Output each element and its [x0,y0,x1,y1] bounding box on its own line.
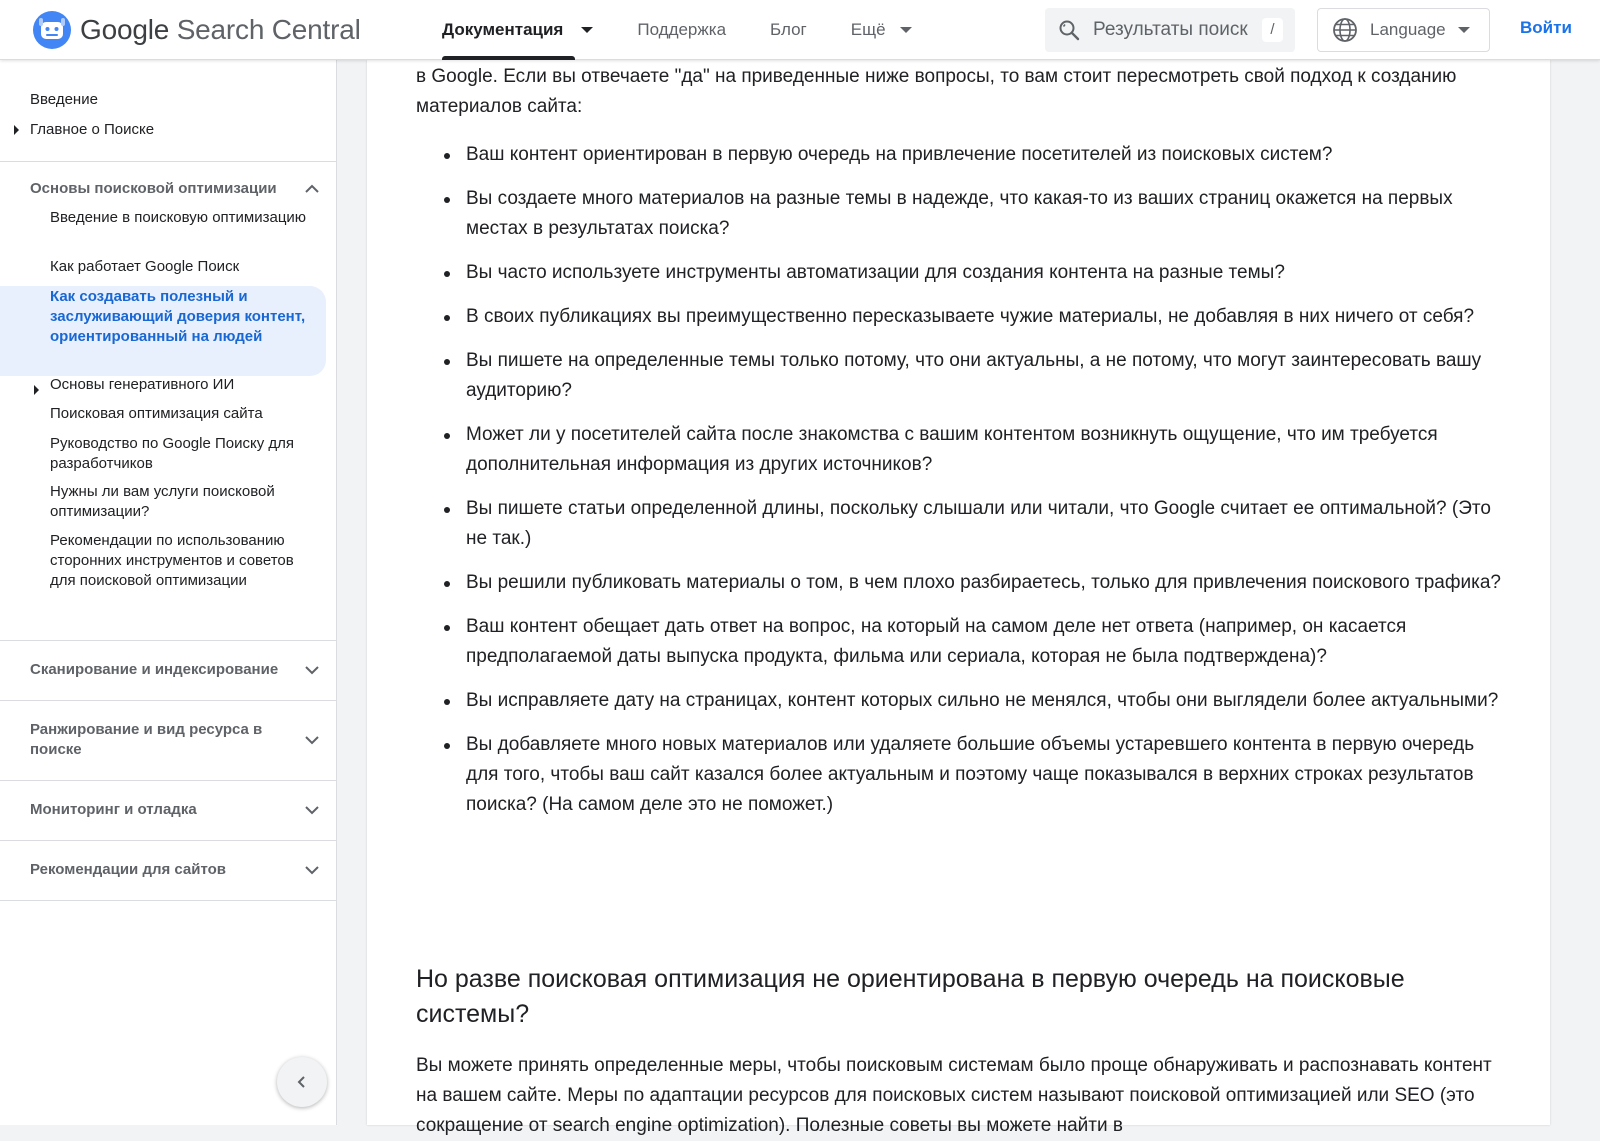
nav-more-label: Ещё [850,20,886,39]
nav-documentation-label: Документация [442,20,564,39]
chevron-left-icon [292,1072,312,1092]
brand-google: Google [80,14,170,45]
sidebar-section-site-recommendations[interactable]: Рекомендации для сайтов [30,861,227,878]
nav-blog-label: Блог [770,20,807,39]
list-item: Вы исправляете дату на страницах, контент которых сильно не менялся, чтобы они выглядели более актуальными? [416,686,1501,716]
list-item: Ваш контент ориентирован в первую очередь на привлечение посетителей из поисковых систем? [416,140,1501,170]
divider [0,640,337,641]
sidebar-section-monitoring[interactable]: Мониторинг и отладка [30,801,197,818]
list-item: Вы часто используете инструменты автоматизации для создания контента на разные темы? [416,258,1501,288]
sidebar-item-seo-services[interactable]: Нужны ли вам услуги поисковой оптимизации? [50,483,275,520]
site-logo[interactable] [32,10,361,50]
nav-more[interactable] [829,0,934,60]
list-item: Вы пишете статьи определенной длины, поскольку слышали или читали, что Google считает ее оптимальной? (Это не так.) [416,494,1501,554]
nav-documentation[interactable] [420,0,615,60]
top-bar [0,0,1600,60]
divider [0,900,337,901]
article-content [367,60,1550,1136]
list-item: Вы создаете много материалов на разные темы в надежде, что какая-то из ваших страниц окажется на первых местах в результатах поиска? [416,184,1501,244]
divider [0,161,337,162]
body-paragraph: Вы можете принять определенные меры, чтобы поисковым системам было проще обнаруживать и распознавать контент на вашем сайте. Меры по адаптации ресурсов для поисковых систем называют поисковой оптимизацией или SEO (это сокращение от search engine optimization). Полезные советы вы можете найти в [416,1055,1492,1136]
nav-support-label: Поддержка [637,20,727,39]
sidebar-section-ranking[interactable]: Ранжирование и вид ресурса в поиске [30,721,263,758]
list-item: Вы добавляете много новых материалов или удаляете большие объемы устаревшего контента в первую очередь для того, чтобы ваш сайт казался более актуальным и поэтому чаще показывался в верхних строках результатов поиска? (На самом деле это не поможет.) [416,730,1501,820]
caret-down-icon [1458,27,1470,33]
sign-in-button[interactable]: Войти [1520,18,1572,37]
sidebar-item-seo-intro[interactable]: Введение в поисковую оптимизацию [50,209,307,226]
sidebar-section-seo-basics[interactable]: Основы поисковой оптимизации [30,180,277,197]
language-selector[interactable] [1317,8,1490,52]
chevron-down-icon[interactable] [302,860,322,880]
list-item: Вы решили публиковать материалы о том, в чем плохо разбираетесь, только для привлечения поискового трафика? [416,568,1501,598]
question-list [416,140,1501,834]
left-sidebar [0,60,337,1125]
caret-down-icon [900,27,912,33]
chevron-up-icon[interactable] [302,179,322,199]
sidebar-item-intro[interactable]: Введение [30,91,98,108]
section-heading: Но разве поисковая оптимизация не ориентирована в первую очередь на поисковые системы? [416,965,1405,1028]
sidebar-item-how-search-works[interactable]: Как работает Google Поиск [50,258,240,275]
sidebar-item-site-seo[interactable]: Поисковая оптимизация сайта [50,405,263,422]
sidebar-item-generative-ai[interactable]: Основы генеративного ИИ [50,376,235,393]
search-icon [1057,18,1081,42]
list-item: Вы пишете на определенные темы только потому, что они актуальны, а не потому, что могут заинтересовать вашу аудиторию? [416,346,1501,406]
nav-blog[interactable] [748,0,829,60]
language-label: Language [1370,20,1446,39]
expand-arrow-icon[interactable] [14,125,19,135]
nav-support[interactable] [615,0,748,60]
sidebar-item-third-party-tools[interactable]: Рекомендации по использованию сторонних инструментов и советов для поисковой оптимизации [50,532,294,589]
brand-name [80,14,361,46]
caret-down-icon [581,27,593,33]
expand-arrow-icon[interactable] [34,385,39,395]
chevron-down-icon[interactable] [302,660,322,680]
divider [0,780,337,781]
chevron-down-icon[interactable] [302,800,322,820]
search-central-logo-icon [32,10,72,50]
globe-icon [1332,17,1358,43]
divider [0,840,337,841]
sidebar-item-helpful-content[interactable]: Как создавать полезный и заслуживающий доверия контент, ориентированный на людей [50,288,306,345]
collapse-sidebar-button[interactable] [277,1057,327,1107]
sidebar-section-crawling[interactable]: Сканирование и индексирование [30,661,279,678]
divider [0,700,337,701]
search-box[interactable] [1045,8,1295,52]
list-item: В своих публикациях вы преимущественно пересказываете чужие материалы, не добавляя в них ничего от себя? [416,302,1501,332]
sidebar-item-search-basics[interactable]: Главное о Поиске [30,121,155,138]
brand-product: Search Central [176,14,361,45]
sidebar-item-developer-guide[interactable]: Руководство по Google Поиску для разработчиков [50,435,295,472]
list-item: Ваш контент обещает дать ответ на вопрос, на который на самом деле нет ответа (например, он касается предполагаемой даты выпуска продукта, фильма или сериала, которая не была подтверждена)? [416,612,1501,672]
search-shortcut-hint: / [1262,18,1283,42]
intro-paragraph: в Google. Если вы отвечаете "да" на приведенные ниже вопросы, то вам стоит пересмотреть свой подход к созданию материалов сайта: [416,66,1457,117]
chevron-down-icon[interactable] [302,730,322,750]
main-nav [420,0,934,60]
search-input[interactable] [1093,19,1258,41]
list-item: Может ли у посетителей сайта после знакомства с вашим контентом возникнуть ощущение, что им требуется дополнительная информация из других источников? [416,420,1501,480]
